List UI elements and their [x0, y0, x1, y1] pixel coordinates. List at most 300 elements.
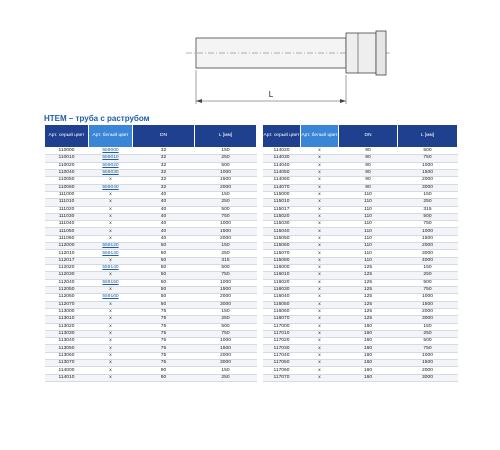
cell-dn: 110 [339, 235, 398, 242]
cell-art-white: x [89, 316, 133, 323]
cell-art-white: x [89, 367, 133, 374]
cell-length: 3000 [195, 360, 257, 367]
table-row [45, 169, 257, 176]
cell-dn: 40 [133, 213, 195, 220]
cell-art-grey: 117000 [263, 323, 301, 330]
cell-art-white: x [301, 323, 339, 330]
header-length: L [мм] [398, 125, 458, 148]
table-row [263, 308, 458, 315]
cell-dn: 90 [339, 148, 398, 155]
table-row [45, 243, 257, 250]
cell-art-white[interactable]: 559160 [89, 294, 133, 301]
cell-dn: 90 [339, 162, 398, 169]
cell-length: 315 [195, 257, 257, 264]
cell-length: 750 [398, 345, 458, 352]
table-row [263, 199, 458, 206]
cell-art-grey: 112017 [45, 257, 89, 264]
cell-length: 3000 [398, 374, 458, 381]
table-row [45, 301, 257, 308]
cell-dn: 125 [339, 301, 398, 308]
cell-dn: 75 [133, 308, 195, 315]
cell-art-white: x [89, 374, 133, 381]
table-row [45, 374, 257, 381]
cell-dn: 75 [133, 352, 195, 359]
table-row [45, 367, 257, 374]
cell-dn: 125 [339, 265, 398, 272]
cell-art-white: x [89, 301, 133, 308]
cell-length: 4000 [398, 257, 458, 264]
cell-art-white: x [301, 191, 339, 198]
cell-art-grey: 114030 [263, 155, 301, 162]
cell-art-white: x [301, 199, 339, 206]
cell-art-grey: 111030 [45, 213, 89, 220]
table-row [263, 338, 458, 345]
table-row [263, 257, 458, 264]
table-row [263, 360, 458, 367]
cell-art-white: x [301, 338, 339, 345]
cell-dn: 32 [133, 177, 195, 184]
cell-art-white: x [301, 148, 339, 155]
cell-length: 1000 [195, 221, 257, 228]
cell-art-grey: 115070 [263, 250, 301, 257]
table-row [263, 177, 458, 184]
table-left [44, 124, 257, 382]
table-row [263, 294, 458, 301]
cell-length: 315 [398, 206, 458, 213]
cell-art-grey: 115030 [263, 221, 301, 228]
cell-length: 1000 [195, 279, 257, 286]
cell-art-white: x [301, 345, 339, 352]
cell-dn: 32 [133, 148, 195, 155]
table-row [45, 257, 257, 264]
cell-art-white: x [301, 221, 339, 228]
cell-art-white: x [89, 177, 133, 184]
cell-length: 500 [398, 148, 458, 155]
cell-dn: 40 [133, 221, 195, 228]
cell-art-grey: 110040 [45, 169, 89, 176]
cell-dn: 125 [339, 272, 398, 279]
header-length: L [мм] [195, 125, 257, 148]
table-row [263, 148, 458, 155]
table-row [263, 155, 458, 162]
cell-art-white: x [301, 265, 339, 272]
cell-length: 2000 [398, 308, 458, 315]
table-row [45, 279, 257, 286]
cell-art-grey: 114010 [45, 374, 89, 381]
table-row [45, 250, 257, 257]
cell-dn: 110 [339, 206, 398, 213]
cell-art-grey: 112060 [45, 294, 89, 301]
cell-dn: 75 [133, 330, 195, 337]
cell-art-white: x [89, 286, 133, 293]
cell-length: 250 [398, 330, 458, 337]
cell-dn: 50 [133, 250, 195, 257]
table-header-row [45, 125, 257, 148]
cell-art-grey: 113010 [45, 316, 89, 323]
cell-length: 750 [398, 221, 458, 228]
cell-art-white[interactable]: 559030 [89, 169, 133, 176]
table-row [263, 330, 458, 337]
cell-art-grey: 113030 [45, 330, 89, 337]
cell-dn: 110 [339, 228, 398, 235]
table-row [45, 199, 257, 206]
cell-dn: 110 [339, 243, 398, 250]
cell-art-white: x [301, 367, 339, 374]
cell-art-white: x [301, 169, 339, 176]
cell-dn: 125 [339, 294, 398, 301]
cell-art-white: x [301, 272, 339, 279]
cell-length: 150 [398, 265, 458, 272]
cell-art-grey: 117040 [263, 352, 301, 359]
table-row [45, 286, 257, 293]
cell-art-grey: 116000 [263, 265, 301, 272]
cell-dn: 160 [339, 352, 398, 359]
cell-length: 250 [398, 199, 458, 206]
cell-art-white: x [89, 228, 133, 235]
table-row [263, 316, 458, 323]
cell-length: 1500 [195, 345, 257, 352]
cell-length: 1500 [195, 177, 257, 184]
table-row [263, 250, 458, 257]
header-dn: DN [339, 125, 398, 148]
cell-length: 750 [195, 272, 257, 279]
cell-art-white[interactable]: 559140 [89, 265, 133, 272]
cell-dn: 160 [339, 330, 398, 337]
cell-length: 2000 [195, 352, 257, 359]
cell-art-white: x [89, 191, 133, 198]
cell-art-grey: 116070 [263, 316, 301, 323]
cell-art-grey: 113060 [45, 352, 89, 359]
table-row [45, 316, 257, 323]
cell-dn: 32 [133, 155, 195, 162]
table-row [263, 279, 458, 286]
cell-dn: 50 [133, 286, 195, 293]
cell-dn: 90 [339, 155, 398, 162]
cell-dn: 90 [339, 169, 398, 176]
cell-length: 3000 [195, 301, 257, 308]
table-row [263, 345, 458, 352]
cell-dn: 50 [133, 272, 195, 279]
cell-art-grey: 116010 [263, 272, 301, 279]
cell-length: 1500 [195, 228, 257, 235]
cell-length: 250 [195, 250, 257, 257]
table-row [45, 265, 257, 272]
cell-art-grey: 113070 [45, 360, 89, 367]
cell-art-grey: 112010 [45, 250, 89, 257]
cell-art-white: x [89, 221, 133, 228]
cell-length: 150 [195, 367, 257, 374]
table-row [45, 213, 257, 220]
cell-art-grey: 114000 [45, 367, 89, 374]
cell-length: 750 [398, 286, 458, 293]
cell-art-white[interactable]: 559000 [89, 148, 133, 155]
cell-length: 2000 [398, 367, 458, 374]
pipe-socket [346, 33, 376, 73]
cell-length: 3000 [398, 316, 458, 323]
cell-art-white: x [89, 235, 133, 242]
cell-length: 1500 [398, 235, 458, 242]
table-row [45, 338, 257, 345]
header-art-grey: Арт. серый цвет [263, 125, 301, 148]
cell-length: 1500 [195, 286, 257, 293]
cell-dn: 75 [133, 338, 195, 345]
cell-art-white: x [301, 294, 339, 301]
cell-length: 1000 [195, 169, 257, 176]
cell-art-white: x [301, 162, 339, 169]
cell-art-white: x [301, 228, 339, 235]
cell-length: 750 [195, 213, 257, 220]
cell-dn: 160 [339, 345, 398, 352]
cell-dn: 110 [339, 257, 398, 264]
cell-length: 150 [195, 243, 257, 250]
cell-dn: 50 [133, 257, 195, 264]
header-art-white: Арт. белый цвет [301, 125, 339, 148]
cell-art-white: x [301, 360, 339, 367]
cell-length: 750 [195, 330, 257, 337]
table-row [45, 235, 257, 242]
cell-art-grey: 110020 [45, 162, 89, 169]
cell-art-white: x [89, 323, 133, 330]
cell-length: 250 [398, 272, 458, 279]
cell-art-white: x [301, 330, 339, 337]
cell-art-grey: 115020 [263, 213, 301, 220]
table-row [45, 177, 257, 184]
cell-length: 3000 [398, 184, 458, 191]
pipe-drawing [0, 0, 500, 112]
cell-art-grey: 112050 [45, 286, 89, 293]
cell-length: 1500 [398, 169, 458, 176]
cell-art-grey: 113040 [45, 338, 89, 345]
cell-art-white: x [301, 235, 339, 242]
table-row [45, 345, 257, 352]
cell-art-white: x [89, 352, 133, 359]
cell-art-grey: 113020 [45, 323, 89, 330]
cell-length: 2000 [398, 177, 458, 184]
cell-art-grey: 113000 [45, 308, 89, 315]
cell-art-grey: 117070 [263, 374, 301, 381]
cell-art-grey: 117060 [263, 367, 301, 374]
cell-art-white: x [301, 177, 339, 184]
cell-art-grey: 114020 [263, 148, 301, 155]
cell-art-grey: 111050 [45, 228, 89, 235]
cell-dn: 125 [339, 279, 398, 286]
cell-dn: 125 [339, 308, 398, 315]
cell-dn: 75 [133, 316, 195, 323]
cell-art-white: x [301, 316, 339, 323]
cell-length: 500 [398, 213, 458, 220]
cell-art-white: x [89, 360, 133, 367]
table-header-row [263, 125, 458, 148]
cell-art-grey: 112000 [45, 243, 89, 250]
table-row [45, 162, 257, 169]
table-row [263, 228, 458, 235]
table-row [263, 162, 458, 169]
cell-art-grey: 110060 [45, 184, 89, 191]
cell-dn: 160 [339, 374, 398, 381]
cell-art-grey: 115080 [263, 257, 301, 264]
table-row [263, 301, 458, 308]
cell-art-grey: 115040 [263, 228, 301, 235]
cell-dn: 110 [339, 250, 398, 257]
cell-dn: 160 [339, 360, 398, 367]
cell-art-grey: 112020 [45, 265, 89, 272]
cell-dn: 50 [133, 294, 195, 301]
table-row [45, 323, 257, 330]
cell-dn: 50 [133, 243, 195, 250]
cell-art-white: x [89, 330, 133, 337]
cell-length: 500 [195, 265, 257, 272]
cell-dn: 160 [339, 338, 398, 345]
cell-dn: 125 [339, 286, 398, 293]
header-art-white: Арт. белый цвет [89, 125, 133, 148]
cell-art-white: x [89, 338, 133, 345]
cell-dn: 40 [133, 228, 195, 235]
cell-length: 150 [195, 191, 257, 198]
cell-dn: 160 [339, 323, 398, 330]
cell-art-grey: 115000 [263, 191, 301, 198]
cell-dn: 110 [339, 221, 398, 228]
cell-art-grey: 112070 [45, 301, 89, 308]
cell-art-grey: 113050 [45, 345, 89, 352]
cell-dn: 110 [339, 191, 398, 198]
cell-length: 1500 [398, 301, 458, 308]
cell-dn: 75 [133, 345, 195, 352]
table-row [263, 213, 458, 220]
cell-art-white: x [301, 352, 339, 359]
cell-art-white: x [301, 374, 339, 381]
cell-length: 3000 [398, 250, 458, 257]
cell-art-white[interactable]: 559130 [89, 250, 133, 257]
dimension-arrow-left [196, 99, 202, 103]
cell-art-grey: 114050 [263, 169, 301, 176]
cell-art-grey: 115060 [263, 243, 301, 250]
cell-art-white[interactable]: 559150 [89, 279, 133, 286]
cell-length: 150 [195, 148, 257, 155]
cell-art-white: x [301, 279, 339, 286]
table-row [263, 243, 458, 250]
page-title: НТЕМ – труба с раструбом [44, 114, 150, 123]
cell-length: 1000 [398, 228, 458, 235]
cell-art-white: x [301, 243, 339, 250]
table-row [263, 265, 458, 272]
cell-dn: 90 [133, 367, 195, 374]
cell-dn: 90 [339, 177, 398, 184]
cell-art-white: x [301, 257, 339, 264]
cell-art-grey: 114040 [263, 162, 301, 169]
table-right [262, 124, 458, 382]
cell-dn: 90 [339, 184, 398, 191]
table-row [45, 272, 257, 279]
cell-art-white: x [301, 286, 339, 293]
cell-length: 500 [195, 206, 257, 213]
cell-dn: 50 [133, 265, 195, 272]
cell-length: 250 [195, 155, 257, 162]
cell-length: 2000 [195, 235, 257, 242]
table-row [45, 148, 257, 155]
cell-length: 750 [398, 155, 458, 162]
cell-length: 150 [195, 308, 257, 315]
cell-length: 500 [195, 323, 257, 330]
cell-art-white: x [89, 206, 133, 213]
cell-art-white[interactable]: 559010 [89, 155, 133, 162]
cell-art-grey: 116040 [263, 294, 301, 301]
cell-art-white: x [89, 199, 133, 206]
cell-art-grey: 114060 [263, 177, 301, 184]
cell-length: 1000 [195, 338, 257, 345]
cell-art-grey: 111020 [45, 206, 89, 213]
cell-art-grey: 117030 [263, 345, 301, 352]
header-dn: DN [133, 125, 195, 148]
cell-dn: 75 [133, 360, 195, 367]
cell-length: 2000 [195, 184, 257, 191]
cell-dn: 75 [133, 323, 195, 330]
table-row [45, 191, 257, 198]
table-row [45, 221, 257, 228]
table-row [263, 286, 458, 293]
cell-art-grey: 117010 [263, 330, 301, 337]
table-row [263, 191, 458, 198]
cell-dn: 32 [133, 169, 195, 176]
table-row [263, 206, 458, 213]
cell-art-grey: 117050 [263, 360, 301, 367]
cell-dn: 110 [339, 199, 398, 206]
cell-art-white[interactable]: 559020 [89, 162, 133, 169]
table-row [263, 374, 458, 381]
cell-art-white: x [301, 213, 339, 220]
table-row [263, 367, 458, 374]
cell-art-grey: 110050 [45, 177, 89, 184]
cell-art-white: x [301, 206, 339, 213]
cell-dn: 50 [133, 279, 195, 286]
cell-dn: 32 [133, 184, 195, 191]
cell-art-grey: 116060 [263, 308, 301, 315]
cell-dn: 32 [133, 162, 195, 169]
cell-dn: 40 [133, 191, 195, 198]
cell-art-white: x [89, 257, 133, 264]
cell-length: 250 [195, 374, 257, 381]
cell-art-grey: 114070 [263, 184, 301, 191]
cell-art-grey: 112040 [45, 279, 89, 286]
cell-art-grey: 110000 [45, 148, 89, 155]
cell-art-white: x [89, 308, 133, 315]
cell-length: 250 [195, 316, 257, 323]
cell-dn: 160 [339, 367, 398, 374]
table-row [45, 206, 257, 213]
cell-dn: 40 [133, 199, 195, 206]
cell-length: 150 [398, 323, 458, 330]
table-row [45, 330, 257, 337]
cell-art-grey: 111000 [45, 191, 89, 198]
cell-art-white[interactable]: 559040 [89, 184, 133, 191]
table-row [263, 323, 458, 330]
table-row [263, 235, 458, 242]
table-row [45, 360, 257, 367]
cell-art-white: x [301, 301, 339, 308]
cell-art-grey: 115010 [263, 199, 301, 206]
cell-art-grey: 111010 [45, 199, 89, 206]
cell-art-grey: 117020 [263, 338, 301, 345]
cell-dn: 40 [133, 206, 195, 213]
table-row [263, 169, 458, 176]
cell-art-white: x [301, 250, 339, 257]
socket-collar [376, 31, 386, 75]
cell-dn: 50 [133, 301, 195, 308]
cell-art-white[interactable]: 559120 [89, 243, 133, 250]
cell-art-grey: 115017 [263, 206, 301, 213]
table-row [45, 155, 257, 162]
cell-length: 2000 [398, 243, 458, 250]
cell-art-grey: 116030 [263, 286, 301, 293]
